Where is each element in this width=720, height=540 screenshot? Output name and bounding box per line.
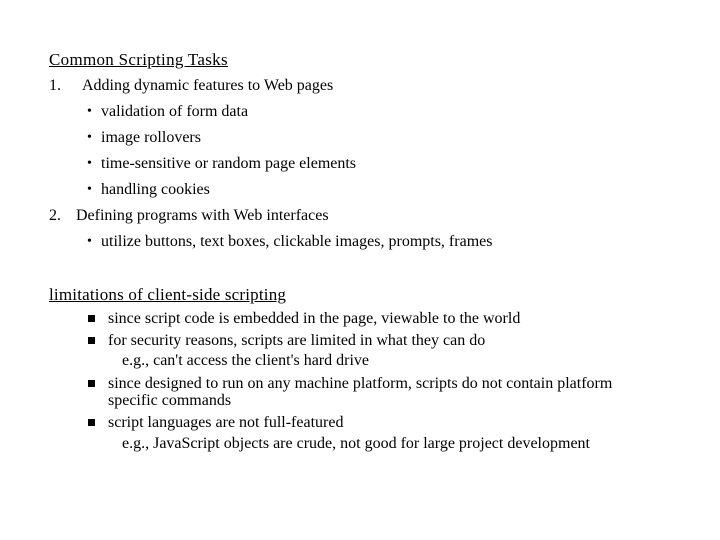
bullet-text: validation of form data — [101, 103, 249, 120]
limitation-example: e.g., JavaScript objects are crude, not good for large project development — [122, 435, 590, 452]
bullet-text: handling cookies — [101, 181, 210, 198]
square-bullet-icon — [88, 315, 95, 322]
limitation-text: since designed to run on any machine platform, scripts do not contain platform — [108, 375, 613, 392]
bullet-text: utilize buttons, text boxes, clickable images, prompts, frames — [101, 233, 493, 250]
bullet-text: time-sensitive or random page elements — [101, 155, 357, 172]
square-bullet-icon — [88, 337, 95, 344]
bullet-icon: • — [87, 156, 92, 171]
limitation-text: script languages are not full-featured — [108, 414, 344, 431]
bullet-icon: • — [87, 234, 92, 249]
limitation-continuation: specific commands — [108, 392, 232, 409]
bullet-icon: • — [87, 104, 92, 119]
item-number-2: 2. — [49, 207, 61, 224]
square-bullet-icon — [88, 419, 95, 426]
section-heading-limitations: limitations of client-side scripting — [49, 285, 287, 304]
bullet-text: image rollovers — [101, 129, 201, 146]
bullet-icon: • — [87, 130, 92, 145]
limitation-text: for security reasons, scripts are limited in what they can do — [108, 332, 486, 349]
square-bullet-icon — [88, 380, 95, 387]
bullet-icon: • — [87, 182, 92, 197]
item-number-1: 1. — [49, 77, 61, 94]
item-text-1: Adding dynamic features to Web pages — [82, 77, 334, 94]
limitation-text: since script code is embedded in the page, viewable to the world — [108, 310, 521, 327]
item-text-2: Defining programs with Web interfaces — [76, 207, 329, 224]
limitation-example: e.g., can't access the client's hard drive — [122, 352, 369, 369]
section-heading-common-tasks: Common Scripting Tasks — [49, 50, 228, 69]
